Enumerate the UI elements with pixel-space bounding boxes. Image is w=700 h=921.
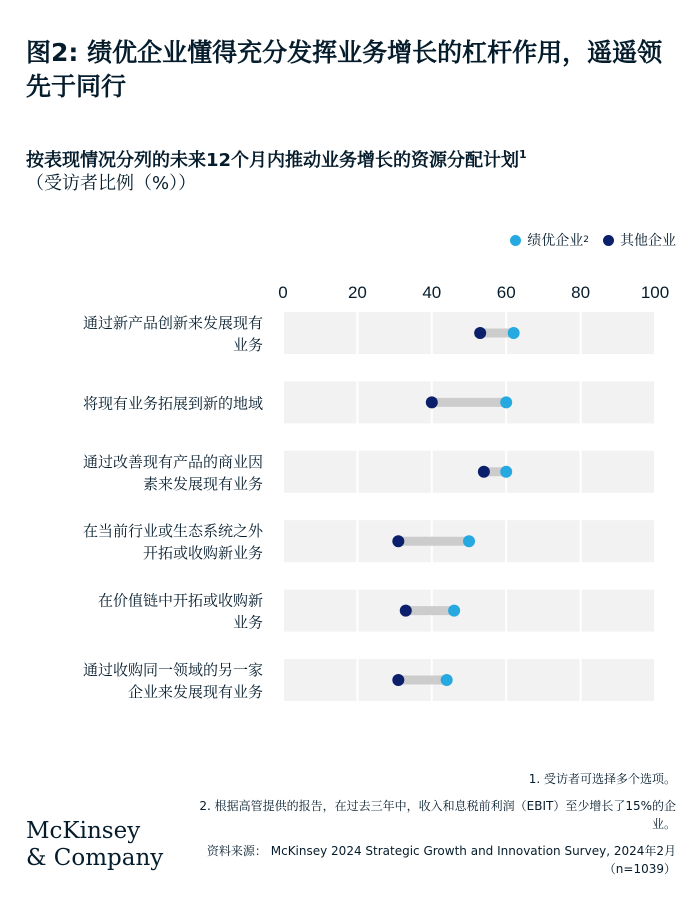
logo-line-2: & Company xyxy=(26,845,164,871)
category-label-line: 业务 xyxy=(232,613,263,632)
logo-line-1: McKinsey xyxy=(26,818,141,844)
top-performers-point xyxy=(441,674,453,686)
other-companies-point xyxy=(392,535,404,547)
top-performers-point xyxy=(500,466,512,478)
other-companies-point xyxy=(474,327,486,339)
other-companies-point xyxy=(392,674,404,686)
row-background xyxy=(283,451,655,493)
row-background xyxy=(283,590,655,632)
legend xyxy=(496,230,676,250)
x-tick-label: 60 xyxy=(496,283,516,302)
category-label-line: 将现有业务拓展到新的地域 xyxy=(82,394,263,413)
row-background xyxy=(283,659,655,701)
top-performers-point xyxy=(508,327,520,339)
footnote-1: 1. 受访者可选择多个选项。 xyxy=(528,772,676,786)
legend-dot-icon xyxy=(510,235,521,246)
category-label-line: 素来发展现有业务 xyxy=(142,474,263,493)
legend-item-other-companies xyxy=(603,230,676,250)
top-performers-point xyxy=(500,396,512,408)
x-tick-label: 0 xyxy=(278,283,288,302)
category-label-line: 在价值链中开拓或收购新 xyxy=(97,591,263,610)
legend-footnote-marker: 2 xyxy=(583,235,589,245)
x-tick-label: 80 xyxy=(571,283,591,302)
category-label-line: 通过新产品创新来发展现有 xyxy=(82,314,263,332)
category-label-line: 业务 xyxy=(232,336,263,354)
legend-label: 其他企业 xyxy=(620,233,676,249)
category-label-line: 企业来发展现有业务 xyxy=(127,683,263,701)
mckinsey-logo xyxy=(26,818,163,872)
x-tick-label: 100 xyxy=(640,283,670,302)
subtitle-footnote-marker: 1 xyxy=(519,148,527,161)
source-note: 资料来源： McKinsey 2024 Strategic Growth and Innovation Survey, 2024年2月（n=1039） xyxy=(206,844,676,876)
subtitle-text: 按表现情况分列的未来12个月内推动业务增长的资源分配计划 xyxy=(26,150,520,171)
top-performers-point xyxy=(463,535,475,547)
legend-dot-icon xyxy=(603,235,614,246)
dumbbell-chart xyxy=(0,270,700,710)
category-label xyxy=(83,522,264,562)
footnotes xyxy=(196,770,676,887)
unit-label: （受访者比例（%）） xyxy=(26,173,197,194)
footnote-2: 2. 根据高管提供的报告，在过去三年中，收入和息税前利润（EBIT）至少增长了15%的企业。 xyxy=(199,799,676,831)
category-label xyxy=(98,592,263,632)
row-background xyxy=(283,312,655,354)
category-label xyxy=(83,314,263,354)
category-label xyxy=(83,394,263,412)
category-label xyxy=(83,453,263,493)
chart-title: 图2: 绩优企业懂得充分发挥业务增长的杠杆作用，遥遥领先于同行 xyxy=(26,38,663,101)
x-tick-label: 20 xyxy=(347,283,367,302)
category-label xyxy=(83,661,263,701)
other-companies-point xyxy=(426,396,438,408)
chart-subtitle xyxy=(26,142,686,174)
category-label-line: 通过收购同一领域的另一家 xyxy=(82,661,263,679)
legend-label: 绩优企业 xyxy=(527,233,584,249)
x-tick-label: 40 xyxy=(422,283,442,302)
top-performers-point xyxy=(448,605,460,617)
other-companies-point xyxy=(400,605,412,617)
legend-item-top-performers xyxy=(510,230,589,250)
category-label-line: 开拓或收购新业务 xyxy=(142,544,263,563)
category-label-line: 在当前行业或生态系统之外 xyxy=(82,522,263,541)
category-label-line: 通过改善现有产品的商业因 xyxy=(82,452,263,471)
other-companies-point xyxy=(478,466,490,478)
